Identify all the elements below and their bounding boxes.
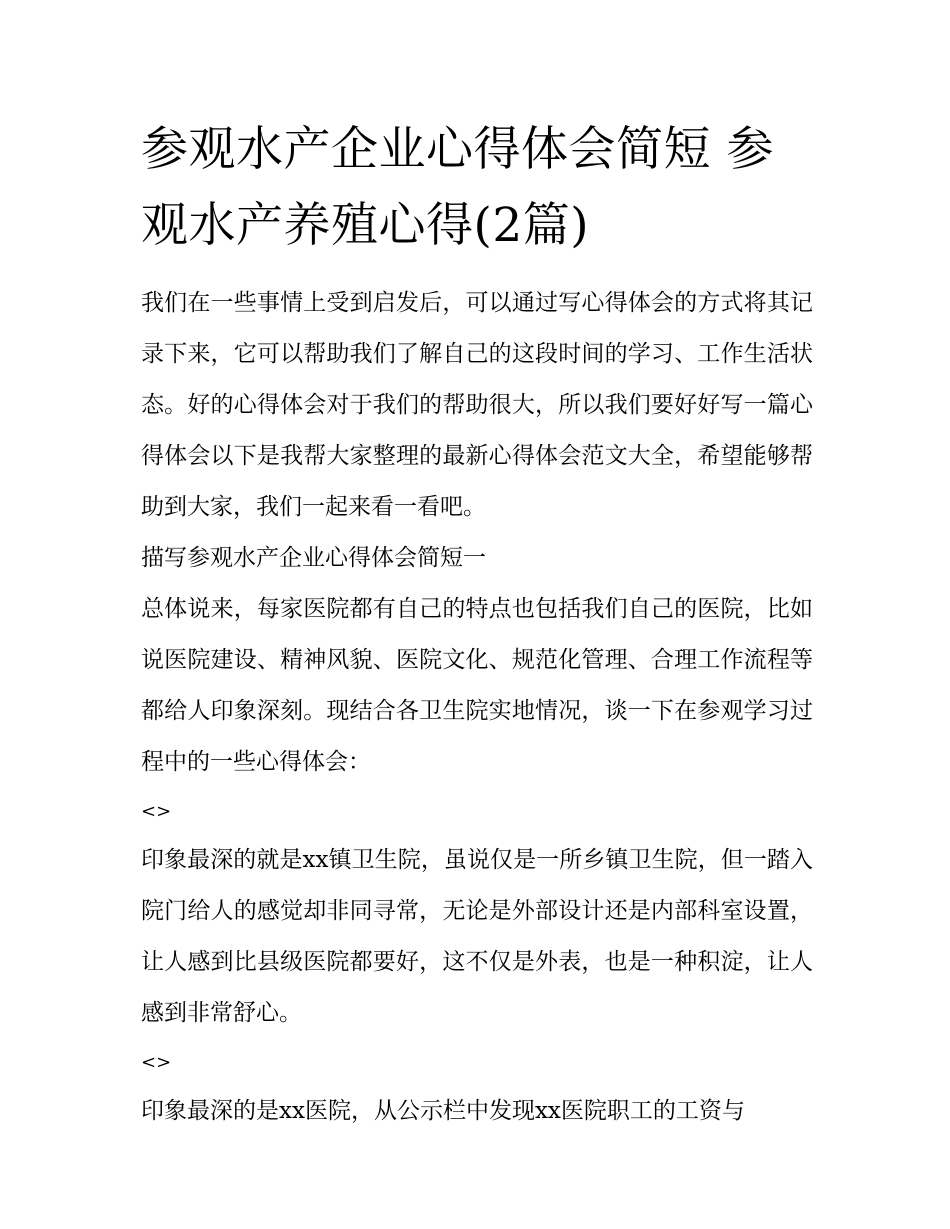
- placeholder-marker-2: <>: [141, 1052, 172, 1073]
- section-heading: 描写参观水产企业心得体会简短一: [141, 545, 486, 571]
- placeholder-marker-1: <>: [141, 801, 172, 822]
- body-paragraph-1: 总体说来，每家医院都有自己的特点也包括我们自己的医院，比如说医院建设、精神风貌、医院文化、规范化管理、合理工作流程等都给人印象深刻。现结合各卫生院实地情况，谈一下在参观学习过程中的一些心得体会：: [141, 596, 813, 775]
- intro-paragraph: 我们在一些事情上受到启发后，可以通过写心得体会的方式将其记录下来，它可以帮助我们了解自己的这段时间的学习、工作生活状态。好的心得体会对于我们的帮助很大，所以我们要好好写一篇心得体会以下是我帮大家整理的最新心得体会范文大全，希望能够帮助到大家，我们一起来看一看吧。: [141, 290, 813, 520]
- body-paragraph-3: 印象最深的是xx医院，从公示栏中发现xx医院职工的工资与: [141, 1098, 745, 1124]
- document-title: 参观水产企业心得体会简短 参观水产养殖心得(2篇): [141, 122, 774, 253]
- body-paragraph-2: 印象最深的就是xx镇卫生院，虽说仅是一所乡镇卫生院，但一踏入院门给人的感觉却非同寻常，无论是外部设计还是内部科室设置，让人感到比县级医院都要好，这不仅是外表，也是一种积淀，让人感到非常舒心。: [141, 847, 813, 1026]
- document-page: [141, 112, 813, 1137]
